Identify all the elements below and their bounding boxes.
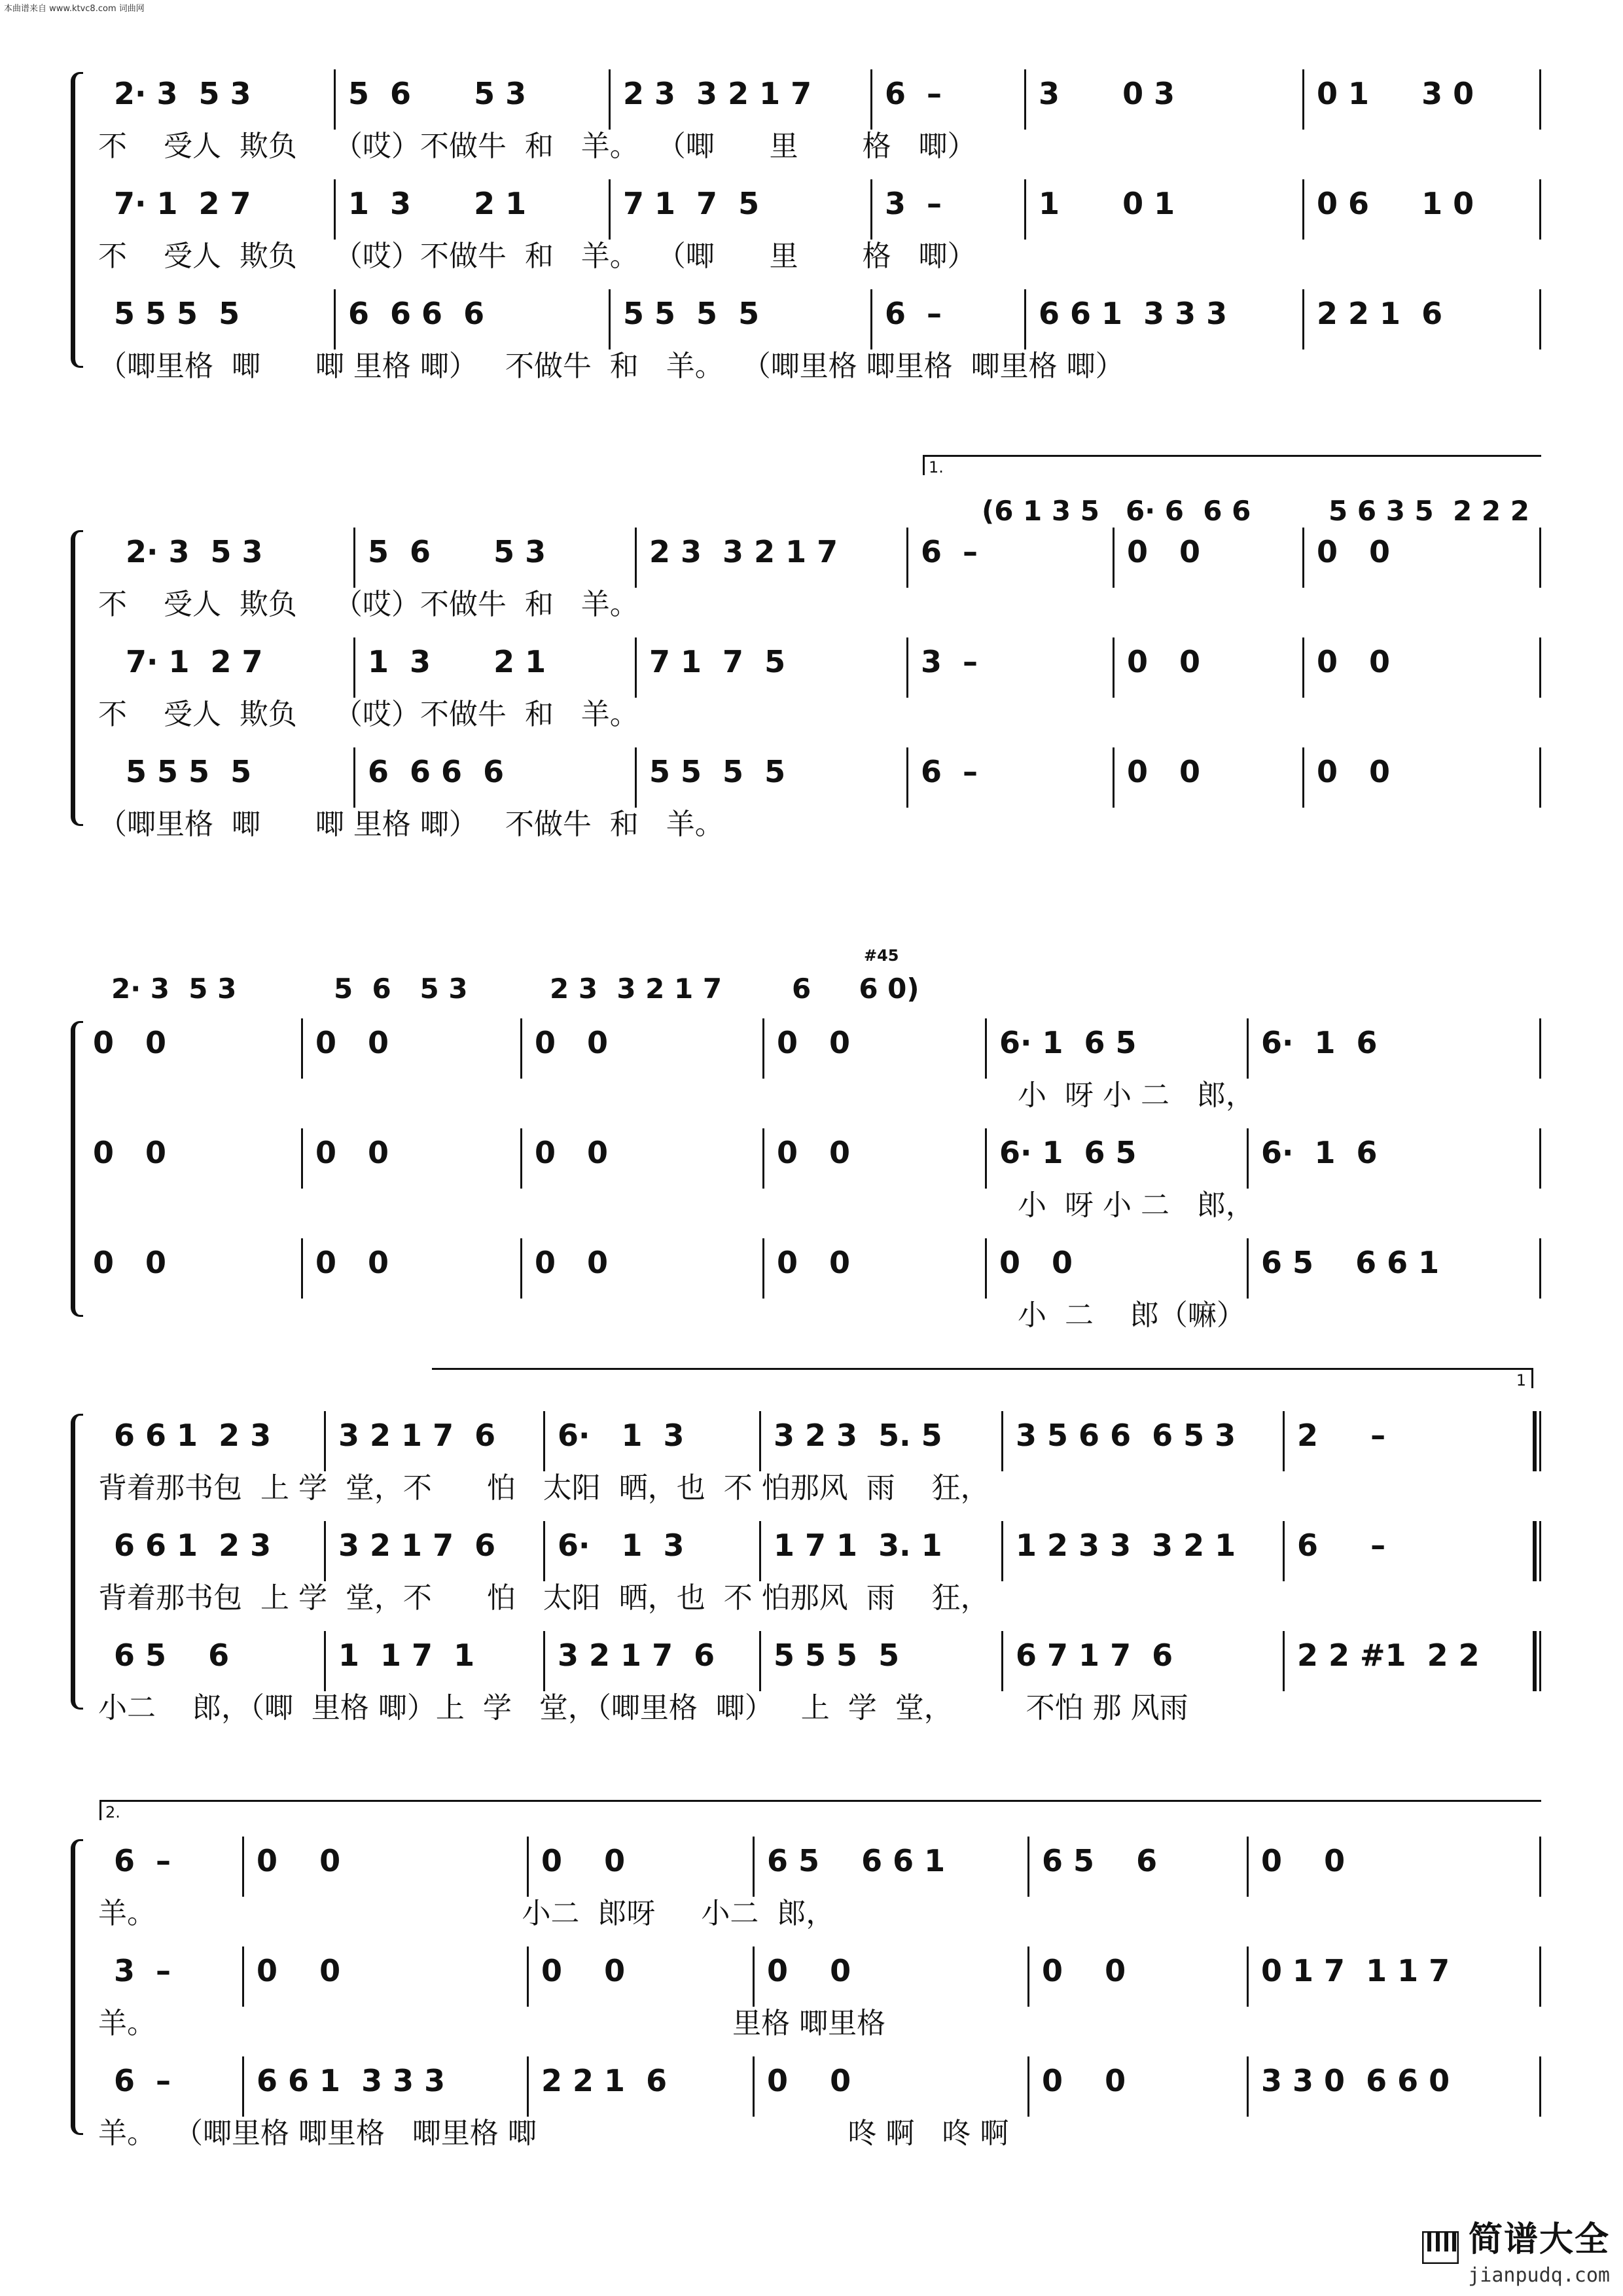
measure-notes: 6· 1 3 [558, 1418, 685, 1453]
measure-notes: 1 7 1 3. 1 [774, 1528, 942, 1563]
barline [1283, 1631, 1285, 1691]
measure-notes: 6 6 6 6 [348, 296, 485, 331]
barline [242, 1946, 244, 2007]
measure-notes: 6· 1 6 5 [999, 1135, 1137, 1170]
lyric-line: 小 呀 小 二 郎， [1018, 1079, 1255, 1112]
measure-notes: 3 2 1 7 6 [338, 1528, 496, 1563]
barline [759, 1521, 761, 1581]
measure-notes: 0 0 [541, 1953, 626, 1988]
barline [1024, 179, 1026, 240]
lyric-line: 羊。 小二 郎呀 小二 郎， [98, 1897, 835, 1930]
measure-notes: 6 – [921, 534, 978, 569]
barline [520, 1238, 522, 1299]
lyric-line: 背着那书包 上 学 堂，不 怕 太阳 晒，也 不 怕那风 雨 狂， [98, 1581, 990, 1615]
measure-notes: 6 – [885, 296, 942, 331]
measure-notes: 7 1 7 5 [623, 186, 760, 221]
lyric-line: （唧里格 唧 唧 里格 唧） 不做牛 和 羊。 [98, 808, 724, 841]
measure-notes: 6 – [114, 1843, 171, 1878]
lyric-line: 不 受人 欺负 （哎）不做牛 和 羊。 （唧 里 格 唧） [98, 240, 976, 273]
barline [334, 289, 336, 350]
barline [1302, 289, 1304, 350]
measure-notes: 6 – [885, 76, 942, 111]
measure-notes: 6 5 6 [114, 1638, 230, 1673]
lyric-line: 小 二 郎（嘛） [1018, 1299, 1245, 1332]
measure-notes: 3 3 0 6 6 0 [1261, 2063, 1450, 2098]
barline [1283, 1521, 1285, 1581]
system-brace [71, 1414, 83, 1710]
measure-notes: 6· 1 3 [558, 1528, 685, 1563]
barline [520, 1128, 522, 1189]
repeat-barline [1533, 1631, 1537, 1691]
measure-notes: 6 5 6 [1042, 1843, 1158, 1878]
measure-notes: 1 2 3 3 3 2 1 [1016, 1528, 1236, 1563]
system-brace [71, 1839, 83, 2135]
barline [1539, 1946, 1541, 2007]
lyric-line: 小二 郎，（唧 里格 唧）上 学 堂，（唧里格 唧） 上 学 堂， 不怕 那 风雨 [98, 1691, 1188, 1725]
grace-note: #45 [864, 946, 899, 965]
source-header: 本曲谱来自 www.ktvc8.com 词曲网 [4, 4, 145, 14]
barline [1539, 1128, 1541, 1189]
barline [753, 1837, 755, 1897]
intro-measure: 6· 6 6 6 [1126, 495, 1251, 527]
measure-notes: 0 0 [777, 1135, 851, 1170]
barline [1539, 637, 1541, 698]
intro-measure: 6 6 0) [792, 973, 919, 1005]
measure-notes: 0 0 [315, 1135, 389, 1170]
barline [1302, 528, 1304, 588]
barline [324, 1521, 326, 1581]
barline [870, 289, 872, 350]
measure-notes: 0 0 [315, 1245, 389, 1280]
measure-notes: 3 2 3 5. 5 [774, 1418, 942, 1453]
barline [753, 1946, 755, 2007]
barline [1539, 1521, 1541, 1581]
measure-notes: 5 5 5 5 [114, 296, 240, 331]
measure-notes: 0 0 [535, 1245, 609, 1280]
barline [762, 1128, 764, 1189]
barline [1302, 69, 1304, 130]
measure-notes: 0 1 3 0 [1317, 76, 1474, 111]
measure-notes: 0 0 [767, 2063, 851, 2098]
barline [870, 69, 872, 130]
barline [527, 2056, 529, 2117]
measure-notes: 5 5 5 5 [126, 754, 252, 789]
volta-number: 2. [105, 1803, 120, 1821]
measure-notes: 6 – [1297, 1528, 1386, 1563]
barline [753, 2056, 755, 2117]
measure-notes: 5 5 5 5 [774, 1638, 900, 1673]
measure-notes: 6 6 1 2 3 [114, 1528, 272, 1563]
barline [1113, 528, 1115, 588]
barline [1001, 1631, 1003, 1691]
measure-notes: 6 – [114, 2063, 171, 2098]
measure-notes: 0 0 [777, 1245, 851, 1280]
barline [1024, 69, 1026, 130]
lyric-line: 羊。 里格 唧里格 [98, 2007, 886, 2040]
measure-notes: 6 – [921, 754, 978, 789]
barline [906, 528, 908, 588]
measure-notes: 0 1 7 1 1 7 [1261, 1953, 1450, 1988]
measure-notes: 6 5 6 6 1 [767, 1843, 946, 1878]
lyric-line: 不 受人 欺负 （哎）不做牛 和 羊。 [98, 698, 639, 731]
measure-notes: 0 6 1 0 [1317, 186, 1474, 221]
barline [1539, 1411, 1541, 1471]
barline [1027, 1837, 1029, 1897]
barline [1113, 637, 1115, 698]
measure-notes: 1 3 2 1 [348, 186, 527, 221]
barline [353, 528, 355, 588]
barline [1539, 289, 1541, 350]
barline [543, 1521, 545, 1581]
measure-notes: 0 0 [1042, 1953, 1126, 1988]
barline [324, 1631, 326, 1691]
barline [543, 1411, 545, 1471]
measure-notes: 3 – [885, 186, 942, 221]
measure-notes: 3 – [921, 644, 978, 679]
barline [1539, 2056, 1541, 2117]
measure-notes: 0 0 [93, 1025, 167, 1060]
barline [985, 1128, 987, 1189]
measure-notes: 6· 1 6 5 [999, 1025, 1137, 1060]
barline [609, 69, 611, 130]
barline [242, 1837, 244, 1897]
measure-notes: 0 0 [1042, 2063, 1126, 2098]
measure-notes: 0 0 [1127, 644, 1201, 679]
barline [609, 179, 611, 240]
measure-notes: 5 5 5 5 [649, 754, 786, 789]
measure-notes: 2 2 1 6 [541, 2063, 668, 2098]
barline [1247, 1018, 1249, 1079]
measure-notes: 0 0 [1317, 644, 1391, 679]
measure-notes: 2· 3 5 3 [126, 534, 263, 569]
intro-measure: 5 6 3 5 2 2 2 [1329, 495, 1529, 527]
measure-notes: 6 6 6 6 [368, 754, 505, 789]
measure-notes: 2 2 1 6 [1317, 296, 1443, 331]
barline [324, 1411, 326, 1471]
barline [334, 179, 336, 240]
measure-notes: 6· 1 6 [1261, 1025, 1378, 1060]
measure-notes: 0 0 [257, 1843, 341, 1878]
barline [762, 1238, 764, 1299]
measure-notes: 7· 1 2 7 [114, 186, 251, 221]
volta-bracket-end [432, 1368, 1533, 1388]
barline [353, 637, 355, 698]
lyric-line: 不 受人 欺负 （哎）不做牛 和 羊。 [98, 588, 639, 621]
footer-url: jianpudq.com [1468, 2264, 1610, 2287]
lyric-line: （唧里格 唧 唧 里格 唧） 不做牛 和 羊。 （唧里格 唧里格 唧里格 唧） [98, 350, 1124, 383]
repeat-barline [1533, 1411, 1537, 1471]
barline [520, 1018, 522, 1079]
barline [334, 69, 336, 130]
barline [1302, 747, 1304, 808]
measure-notes: 2 2 #1 2 2 [1297, 1638, 1480, 1673]
barline [635, 747, 637, 808]
barline [1001, 1521, 1003, 1581]
barline [635, 637, 637, 698]
measure-notes: 0 0 [999, 1245, 1073, 1280]
barline [1539, 747, 1541, 808]
repeat-barline [1533, 1521, 1537, 1581]
barline [1539, 528, 1541, 588]
lyric-line: 不 受人 欺负 （哎）不做牛 和 羊。 （唧 里 格 唧） [98, 130, 976, 163]
piano-logo-icon [1422, 2231, 1459, 2264]
measure-notes: 6 6 1 3 3 3 [1039, 296, 1228, 331]
barline [301, 1018, 303, 1079]
measure-notes: 2· 3 5 3 [114, 76, 251, 111]
measure-notes: 6 6 1 3 3 3 [257, 2063, 446, 2098]
barline [759, 1411, 761, 1471]
barline [242, 2056, 244, 2117]
site-footer [1422, 2212, 1610, 2287]
barline [759, 1631, 761, 1691]
measure-notes: 0 0 [1261, 1843, 1346, 1878]
barline [301, 1238, 303, 1299]
measure-notes: 3 0 3 [1039, 76, 1175, 111]
volta-bracket [99, 1800, 1541, 1820]
measure-notes: 3 2 1 7 6 [338, 1418, 496, 1453]
barline [527, 1946, 529, 2007]
barline [1539, 69, 1541, 130]
measure-notes: 3 5 6 6 6 5 3 [1016, 1418, 1236, 1453]
measure-notes: 6 6 1 2 3 [114, 1418, 272, 1453]
barline [353, 747, 355, 808]
measure-notes: 0 0 [777, 1025, 851, 1060]
intro-measure: 2 3 3 2 1 7 [550, 973, 722, 1005]
barline [609, 289, 611, 350]
barline [543, 1631, 545, 1691]
volta-bracket [923, 455, 1541, 475]
measure-notes: 3 – [114, 1953, 171, 1988]
barline [985, 1238, 987, 1299]
barline [1247, 1946, 1249, 2007]
measure-notes: 1 0 1 [1039, 186, 1175, 221]
barline [906, 637, 908, 698]
barline [1302, 179, 1304, 240]
barline [762, 1018, 764, 1079]
barline [1247, 2056, 1249, 2117]
measure-notes: 2 – [1297, 1418, 1386, 1453]
barline [1113, 747, 1115, 808]
barline [301, 1128, 303, 1189]
measure-notes: 0 0 [535, 1135, 609, 1170]
measure-notes: 6 7 1 7 6 [1016, 1638, 1173, 1673]
measure-notes: 0 0 [1317, 754, 1391, 789]
volta-number: 1 [1516, 1371, 1526, 1390]
measure-notes: 6 5 6 6 1 [1261, 1245, 1440, 1280]
barline [1283, 1411, 1285, 1471]
measure-notes: 0 0 [535, 1025, 609, 1060]
measure-notes: 2 3 3 2 1 7 [623, 76, 812, 111]
lyric-line: 背着那书包 上 学 堂，不 怕 太阳 晒，也 不 怕那风 雨 狂， [98, 1471, 990, 1505]
barline [635, 528, 637, 588]
intro-measure: 2· 3 5 3 [111, 973, 237, 1005]
intro-measure: (6 1 3 5 [982, 495, 1099, 527]
barline [1539, 1631, 1541, 1691]
lyric-line: 羊。 （唧里格 唧里格 唧里格 唧 咚 啊 咚 啊 [98, 2117, 1009, 2150]
footer-logo-text: 简谱大全 [1468, 2219, 1610, 2259]
barline [1302, 637, 1304, 698]
barline [1247, 1837, 1249, 1897]
barline [1539, 1018, 1541, 1079]
measure-notes: 0 0 [315, 1025, 389, 1060]
measure-notes: 0 0 [767, 1953, 851, 1988]
measure-notes: 0 0 [1317, 534, 1391, 569]
system-brace [71, 1021, 83, 1317]
barline [870, 179, 872, 240]
measure-notes: 7· 1 2 7 [126, 644, 263, 679]
barline [527, 1837, 529, 1897]
measure-notes: 0 0 [93, 1135, 167, 1170]
measure-notes: 0 0 [93, 1245, 167, 1280]
barline [1247, 1238, 1249, 1299]
measure-notes: 0 0 [257, 1953, 341, 1988]
measure-notes: 2 3 3 2 1 7 [649, 534, 838, 569]
lyric-line: 小 呀 小 二 郎， [1018, 1189, 1255, 1222]
barline [1539, 179, 1541, 240]
barline [1539, 1238, 1541, 1299]
measure-notes: 1 3 2 1 [368, 644, 546, 679]
system-brace [71, 72, 83, 368]
measure-notes: 1 1 7 1 [338, 1638, 475, 1673]
barline [1024, 289, 1026, 350]
measure-notes: 0 0 [1127, 534, 1201, 569]
intro-measure: 5 6 5 3 [334, 973, 468, 1005]
volta-number: 1. [929, 458, 944, 476]
measure-notes: 5 5 5 5 [623, 296, 760, 331]
measure-notes: 6· 1 6 [1261, 1135, 1378, 1170]
barline [1539, 1837, 1541, 1897]
system-brace [71, 530, 83, 826]
measure-notes: 5 6 5 3 [368, 534, 546, 569]
barline [1027, 1946, 1029, 2007]
measure-notes: 0 0 [541, 1843, 626, 1878]
barline [1027, 2056, 1029, 2117]
measure-notes: 5 6 5 3 [348, 76, 527, 111]
measure-notes: 3 2 1 7 6 [558, 1638, 715, 1673]
barline [1001, 1411, 1003, 1471]
barline [1247, 1128, 1249, 1189]
measure-notes: 0 0 [1127, 754, 1201, 789]
barline [906, 747, 908, 808]
measure-notes: 7 1 7 5 [649, 644, 786, 679]
barline [985, 1018, 987, 1079]
